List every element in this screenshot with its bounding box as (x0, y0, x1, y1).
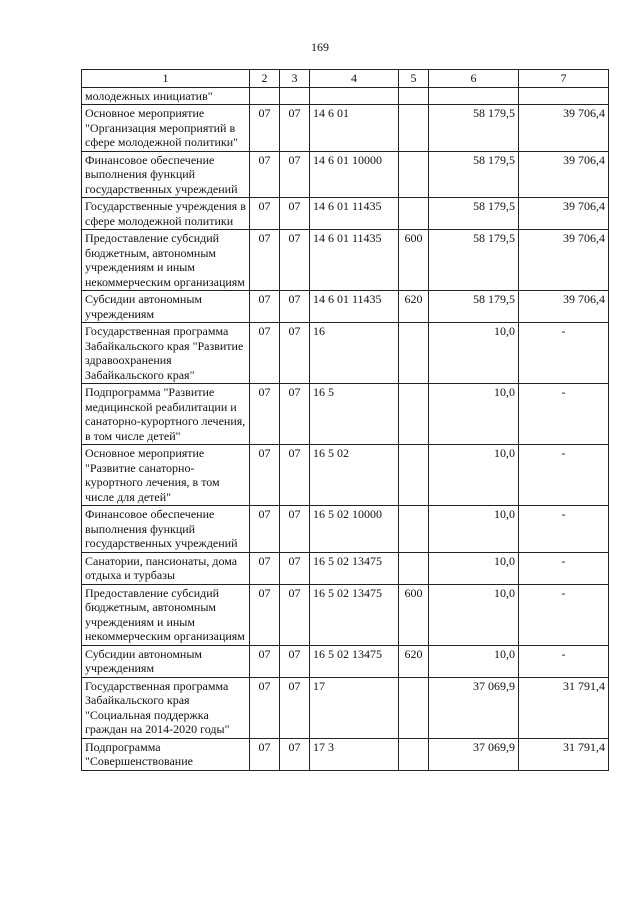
page-number: 169 (311, 40, 329, 54)
section-code-cell (250, 87, 280, 105)
section-code-cell: 07 (250, 645, 280, 677)
target-article-cell: 16 5 02 10000 (310, 506, 399, 553)
subsection-code-cell: 07 (280, 584, 310, 645)
amount-col7-cell: - (519, 323, 609, 384)
amount-col6-cell: 37 069,9 (429, 738, 519, 770)
row-name-cell: Предоставление субсидий бюджетным, автономным учреждениям и иным некоммерческим организациям (82, 230, 250, 291)
section-code-cell: 07 (250, 445, 280, 506)
target-article-cell: 17 (310, 677, 399, 738)
table-header-row (82, 70, 609, 88)
section-code-cell: 07 (250, 198, 280, 230)
amount-col6-cell: 58 179,5 (429, 291, 519, 323)
subsection-code-cell: 07 (280, 151, 310, 198)
row-name-cell: Основное мероприятие "Развитие санаторно-курортного лечения, в том числе для детей" (82, 445, 250, 506)
target-article-cell: 14 6 01 10000 (310, 151, 399, 198)
table-row (82, 445, 609, 506)
row-name-cell: молодежных инициатив" (82, 87, 250, 105)
section-code-cell: 07 (250, 105, 280, 152)
subsection-code-cell: 07 (280, 105, 310, 152)
table-row (82, 506, 609, 553)
subsection-code-cell: 07 (280, 198, 310, 230)
expense-type-cell (399, 198, 429, 230)
subsection-code-cell: 07 (280, 677, 310, 738)
row-name-cell: Субсидии автономным учреждениям (82, 291, 250, 323)
subsection-code-cell: 07 (280, 230, 310, 291)
row-name-cell: Государственная программа Забайкальского края "Социальная поддержка граждан на 2014-2020 годы" (82, 677, 250, 738)
amount-col7-cell: - (519, 506, 609, 553)
amount-col7-cell: - (519, 384, 609, 445)
amount-col6-cell: 10,0 (429, 584, 519, 645)
column-header: 1 (82, 70, 250, 88)
row-name-cell: Основное мероприятие "Организация мероприятий в сфере молодежной политики" (82, 105, 250, 152)
expense-type-cell: 600 (399, 584, 429, 645)
table-row (82, 291, 609, 323)
row-name-cell: Подпрограмма "Развитие медицинской реабилитации и санаторно-курортного лечения, в том числе детей" (82, 384, 250, 445)
table-row (82, 87, 609, 105)
expense-type-cell (399, 552, 429, 584)
target-article-cell (310, 87, 399, 105)
subsection-code-cell: 07 (280, 291, 310, 323)
amount-col6-cell: 58 179,5 (429, 230, 519, 291)
target-article-cell: 16 (310, 323, 399, 384)
table-row (82, 738, 609, 770)
row-name-cell: Финансовое обеспечение выполнения функций государственных учреждений (82, 506, 250, 553)
section-code-cell: 07 (250, 677, 280, 738)
amount-col7-cell: 39 706,4 (519, 230, 609, 291)
section-code-cell: 07 (250, 584, 280, 645)
table-row (82, 677, 609, 738)
amount-col7-cell: - (519, 445, 609, 506)
column-header: 2 (250, 70, 280, 88)
amount-col6-cell: 10,0 (429, 384, 519, 445)
amount-col6-cell: 10,0 (429, 506, 519, 553)
table-row (82, 198, 609, 230)
expense-type-cell (399, 738, 429, 770)
table-row (82, 105, 609, 152)
amount-col6-cell: 58 179,5 (429, 151, 519, 198)
budget-table (81, 69, 609, 771)
row-name-cell: Государственная программа Забайкальского края "Развитие здравоохранения Забайкальского края" (82, 323, 250, 384)
subsection-code-cell (280, 87, 310, 105)
row-name-cell: Финансовое обеспечение выполнения функций государственных учреждений (82, 151, 250, 198)
row-name-cell: Субсидии автономным учреждениям (82, 645, 250, 677)
subsection-code-cell: 07 (280, 552, 310, 584)
amount-col6-cell: 10,0 (429, 552, 519, 584)
target-article-cell: 14 6 01 11435 (310, 230, 399, 291)
column-header: 3 (280, 70, 310, 88)
amount-col7-cell: 39 706,4 (519, 291, 609, 323)
amount-col6-cell: 10,0 (429, 323, 519, 384)
subsection-code-cell: 07 (280, 323, 310, 384)
section-code-cell: 07 (250, 291, 280, 323)
expense-type-cell (399, 87, 429, 105)
amount-col7-cell: - (519, 645, 609, 677)
section-code-cell: 07 (250, 738, 280, 770)
target-article-cell: 16 5 02 (310, 445, 399, 506)
section-code-cell: 07 (250, 384, 280, 445)
amount-col7-cell: - (519, 552, 609, 584)
amount-col7-cell: 31 791,4 (519, 677, 609, 738)
subsection-code-cell: 07 (280, 738, 310, 770)
table-row (82, 230, 609, 291)
target-article-cell: 16 5 02 13475 (310, 552, 399, 584)
table-row (82, 584, 609, 645)
row-name-cell: Подпрограмма "Совершенствование (82, 738, 250, 770)
section-code-cell: 07 (250, 151, 280, 198)
section-code-cell: 07 (250, 506, 280, 553)
table-row (82, 552, 609, 584)
section-code-cell: 07 (250, 230, 280, 291)
row-name-cell: Государственные учреждения в сфере молодежной политики (82, 198, 250, 230)
target-article-cell: 14 6 01 11435 (310, 291, 399, 323)
amount-col6-cell: 58 179,5 (429, 198, 519, 230)
row-name-cell: Санатории, пансионаты, дома отдыха и турбазы (82, 552, 250, 584)
expense-type-cell (399, 506, 429, 553)
column-header: 5 (399, 70, 429, 88)
amount-col7-cell: 39 706,4 (519, 105, 609, 152)
amount-col6-cell: 10,0 (429, 645, 519, 677)
expense-type-cell (399, 105, 429, 152)
target-article-cell: 16 5 02 13475 (310, 645, 399, 677)
expense-type-cell (399, 677, 429, 738)
subsection-code-cell: 07 (280, 384, 310, 445)
target-article-cell: 16 5 02 13475 (310, 584, 399, 645)
expense-type-cell (399, 323, 429, 384)
expense-type-cell (399, 445, 429, 506)
table-row (82, 645, 609, 677)
section-code-cell: 07 (250, 552, 280, 584)
table-row (82, 323, 609, 384)
section-code-cell: 07 (250, 323, 280, 384)
target-article-cell: 14 6 01 11435 (310, 198, 399, 230)
row-name-cell: Предоставление субсидий бюджетным, автономным учреждениям и иным некоммерческим организациям (82, 584, 250, 645)
amount-col6-cell: 10,0 (429, 445, 519, 506)
amount-col7-cell: 39 706,4 (519, 198, 609, 230)
subsection-code-cell: 07 (280, 506, 310, 553)
amount-col7-cell (519, 87, 609, 105)
expense-type-cell: 600 (399, 230, 429, 291)
target-article-cell: 17 3 (310, 738, 399, 770)
amount-col7-cell: 31 791,4 (519, 738, 609, 770)
column-header: 6 (429, 70, 519, 88)
target-article-cell: 14 6 01 (310, 105, 399, 152)
amount-col6-cell: 58 179,5 (429, 105, 519, 152)
expense-type-cell: 620 (399, 645, 429, 677)
amount-col7-cell: 39 706,4 (519, 151, 609, 198)
expense-type-cell (399, 384, 429, 445)
amount-col6-cell: 37 069,9 (429, 677, 519, 738)
subsection-code-cell: 07 (280, 445, 310, 506)
column-header: 7 (519, 70, 609, 88)
expense-type-cell (399, 151, 429, 198)
amount-col6-cell (429, 87, 519, 105)
table-row (82, 384, 609, 445)
expense-type-cell: 620 (399, 291, 429, 323)
column-header: 4 (310, 70, 399, 88)
target-article-cell: 16 5 (310, 384, 399, 445)
amount-col7-cell: - (519, 584, 609, 645)
table-row (82, 151, 609, 198)
subsection-code-cell: 07 (280, 645, 310, 677)
